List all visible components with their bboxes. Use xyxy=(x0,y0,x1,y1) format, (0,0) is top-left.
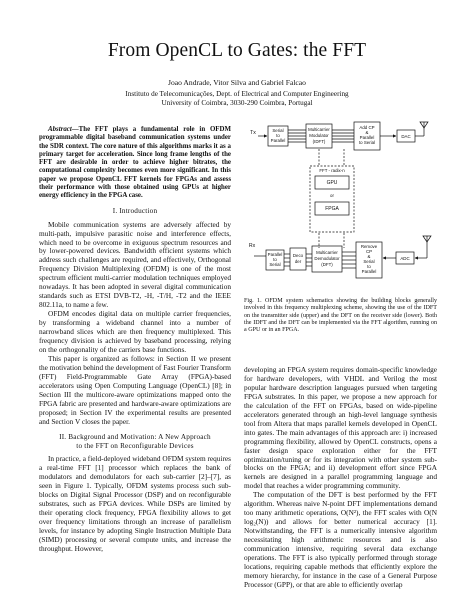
right-paragraph-2: The computation of the DFT is best performed by the FFT algorithm. Whereas naive N-point DFT implementations demand too many arithmetic operations, O(N²), the FFT scales with O(N log₂(N)) and allows for better numerical accuracy [1]. Notwithstanding, the FFT is a numerically intensive algorithm necessitating high arithmetic resources and is also communication intensive, requiring several data exchange operations. The FFT is also typically performed through storage locations, requiring capable methods that efficiently explore the memory hierarchy, for instance in the case of a General Purpose Processor (GPP), or that are able to efficiently overlap xyxy=(244,490,437,589)
diagram-label: to xyxy=(276,133,280,138)
diagram-label: GPU xyxy=(326,180,338,186)
diagram-label: Multicarrier xyxy=(308,127,330,132)
figure-1-caption: Fig. 1. OFDM system schematics showing the building blocks generally involved in this frequency multiplexing scheme, showing the use of the IDFT on the transmitter side (upper) and the DFT on the receiver side (lower). Both the IDFT and the DFT can be implemented via the FFT algorithm, running on a GPU or in an FPGA. xyxy=(244,298,437,334)
background-paragraph: In practice, a field-deployed wideband OFDM system requires a real-time FFT [1] processor which replaces the bank of modulators and demodulators for each sub-carrier [2]–[7], as seen in Figure 1. Typically, OFDM systems process such sub-blocks on Digital Signal Processor (DSP) and on reconfigurable substrates, such as FPGA devices. While DSPs are limited by their operating clock frequency, FPGA flexibility allows to get over frequency limitations through an increase of parallelism levels, for instance by adopting Single Instruction Multiple Data (SIMD) processing or several compute units, and increase the throughput. However, xyxy=(39,454,231,553)
section-heading-background xyxy=(39,433,231,451)
affiliation-line-1: Instituto de Telecomunicações, Dept. of Electrical and Computer Engineering xyxy=(125,90,349,98)
diagram-label: FFT - radix-n xyxy=(319,168,345,173)
section-heading-background-line-1: II. Background and Motivation: A New Approach xyxy=(59,432,211,441)
abstract xyxy=(39,126,231,201)
author-list: Joao Andrade, Vitor Silva and Gabriel Falcao xyxy=(168,78,306,87)
affiliation xyxy=(0,90,474,108)
figure-1-ofdm-schematic xyxy=(244,118,440,316)
section-heading-background-line-2: to the FFT on Reconfigurable Devices xyxy=(76,441,194,450)
ofdm-diagram xyxy=(244,118,440,296)
diagram-label: (DFT) xyxy=(321,262,333,267)
abstract-label: Abstract xyxy=(48,126,72,133)
left-column xyxy=(39,126,231,554)
tx-label: Tx xyxy=(250,130,256,136)
diagram-label: Serial xyxy=(269,262,281,267)
diagram-label: Add CP xyxy=(359,125,375,130)
intro-paragraph-3: This paper is organized as follows: in Section II we present the motivation behind the development of Fast Fourier Transform (FFT) Field-Programmable Gate Array (FPGA)-based accelerators using Open Computing Language (OpenCL) [8]; in Section III the multicore-aware optimizations mapped onto the FPGA fabric are presented and hardware-aware optimizations are proposed; in Section IV the experimental results are presented and Section V closes the paper. xyxy=(39,353,231,426)
diagram-label: Parallel xyxy=(267,252,283,257)
diagram-label: to xyxy=(367,264,371,269)
diagram-label: DAC xyxy=(401,134,411,139)
diagram-label: Serial xyxy=(363,259,375,264)
diagram-label: FPGA xyxy=(325,206,339,212)
diagram-label: to Serial xyxy=(358,140,376,145)
diagram-label: Parallel xyxy=(359,135,375,140)
diagram-label: Parallel xyxy=(270,138,286,143)
diagram-label: der xyxy=(294,259,302,264)
diagram-label: Serial xyxy=(272,128,284,133)
right-paragraph-1: developing an FPGA system requires domain-specific knowledge for hardware developers, with VHDL and Verilog the most popular hardware description languages pursued when targeting FPGA substrates. In this paper, we propose a new approach for the calculation of the FFT on FPGAs, based on wide-pipeline accelerators generated through an high-level language synthesis tool from Altera that maps parallel kernels developed in OpenCL into gates. The main advantages of this approach are: i) increased programming flexibility, allowed by OpenCL constructs, opens a faster design space exploration either for the FFT optimization/tuning or for its integration with other system sub-blocks on the FPGA; and ii) development effort since FPGA kernels are designed in a parallel programming language and model that reaches a wider programming community. xyxy=(244,365,437,491)
diagram-label: CP xyxy=(365,249,373,254)
right-column xyxy=(244,366,437,590)
diagram-label: (IDFT) xyxy=(312,139,326,144)
diagram-label: Parallel xyxy=(361,269,377,274)
diagram-label: Remove xyxy=(360,244,378,249)
section-heading-introduction: I. Introduction xyxy=(112,206,158,215)
affiliation-line-2: University of Coimbra, 3030-290 Coimbra, Portugal xyxy=(161,99,313,107)
diagram-label: Deco xyxy=(292,253,304,258)
diagram-label: Modulator xyxy=(309,133,329,138)
diagram-label: ADC xyxy=(400,256,410,261)
rx-label: Rx xyxy=(248,243,256,249)
diagram-label: & xyxy=(367,254,371,259)
diagram-label: to xyxy=(273,257,277,262)
diagram-label: Demodulator xyxy=(314,256,340,261)
diagram-label: or xyxy=(330,193,334,198)
diagram-label: & xyxy=(365,130,369,135)
intro-paragraph-2: OFDM encodes digital data on multiple carrier frequencies, by transforming a wideband channel into a number of narrowband slices which are then frequency multiplexed. This frequency division is achieved by baseband processing, relying on the orthogonality of the carriers base functions. xyxy=(39,309,231,354)
abstract-text: —The FFT plays a fundamental role in OFDM programmable digital baseband communication systems under the SDR context. The core nature of this algorithms marks it as a primary target for acceleration. Since long frame lengths of the FFT are desirable in order to achieve higher bitrates, the computational complexity becomes even more significant. In this paper we propose OpenCL FFT kernels for FPGAs and assess their performance with those obtained using GPUs at higher energy efficiency in the FPGA case. xyxy=(39,126,231,200)
diagram-label: Multicarrier xyxy=(316,250,338,255)
intro-paragraph-1: Mobile communication systems are adversely affected by multi-path, impulsive parasitic noise and interference effects, which need to be overcome in exiguous spectrum resources and by lower-powered devices. Bandwidth efficient systems which address such challenges are required, and effectively, Orthogonal Frequency Division Multiplexing (OFDM) is one of the most spectrum efficient multi-carrier modulation techniques employed nowadays. It has been adopted in several digital communication standards such as ETSI DVB-T2, -H, -T/H, -T2 and the IEEE 802.11a, to name a few. xyxy=(39,219,231,310)
paper-title: From OpenCL to Gates: the FFT xyxy=(107,40,367,61)
